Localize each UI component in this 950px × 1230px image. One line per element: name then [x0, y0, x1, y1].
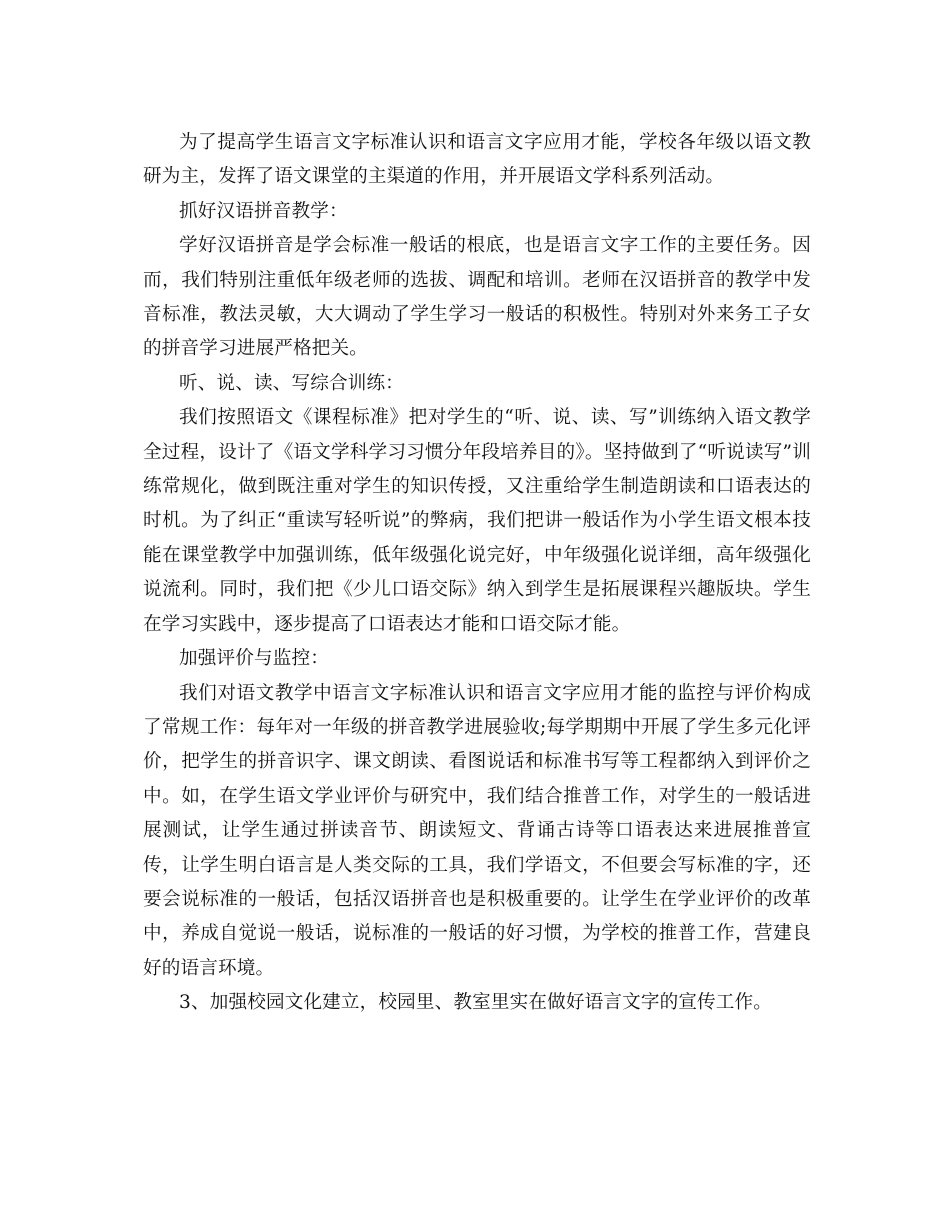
- paragraph-intro: 为了提高学生语言文字标准认识和语言文字应用才能，学校各年级以语文教研为主，发挥了语文课堂的主渠道的作用，并开展语文学科系列活动。: [143, 132, 811, 188]
- section-heading-evaluation: 加强评价与监控：: [179, 648, 329, 670]
- document-body: [143, 126, 811, 1021]
- section-heading-training: 听、说、读、写综合训练：: [179, 372, 404, 394]
- paragraph-training: 我们按照语文《课程标准》把对学生的“听、说、读、写”训练纳入语文教学全过程，设计了《语文学科学习习惯分年段培养目的》。坚持做到了“听说读写”训练常规化，做到既注重对学生的知识传授，又注重给学生制造朗读和口语表达的时机。为了纠正“重读写轻听说”的弊病，我们把讲一般话作为小学生语文根本技能在课堂教学中加强训练，低年级强化说完好，中年级强化说详细，高年级强化说流利。同时，我们把《少儿口语交际》纳入到学生是拓展课程兴趣版块。学生在学习实践中，逐步提高了口语表达才能和口语交际才能。: [143, 407, 811, 635]
- section-heading-pinyin: 抓好汉语拼音教学：: [179, 200, 348, 222]
- paragraph-evaluation: 我们对语文教学中语言文字标准认识和语言文字应用才能的监控与评价构成了常规工作：每年对一年级的拼音教学进展验收;每学期期中开展了学生多元化评价，把学生的拼音识字、课文朗读、看图说话和标准书写等工程都纳入到评价之中。如，在学生语文学业评价与研究中，我们结合推普工作，对学生的一般话进展测试，让学生通过拼读音节、朗读短文、背诵古诗等口语表达来进展推普宣传，让学生明白语言是人类交际的工具，我们学语文，不但要会写标准的字，还要会说标准的一般话，包括汉语拼音也是积极重要的。让学生在学业评价的改革中，养成自觉说一般话，说标准的一般话的好习惯，为学校的推普工作，营建良好的语言环境。: [143, 682, 811, 979]
- section-heading-campus-culture: 3、加强校园文化建立，校园里、教室里实在做好语言文字的宣传工作。: [179, 992, 773, 1014]
- paragraph-pinyin: 学好汉语拼音是学会标准一般话的根底，也是语言文字工作的主要任务。因而，我们特别注重低年级老师的选拔、调配和培训。老师在汉语拼音的教学中发音标准，教法灵敏，大大调动了学生学习一般话的积极性。特别对外来务工子女的拼音学习进展严格把关。: [143, 235, 811, 360]
